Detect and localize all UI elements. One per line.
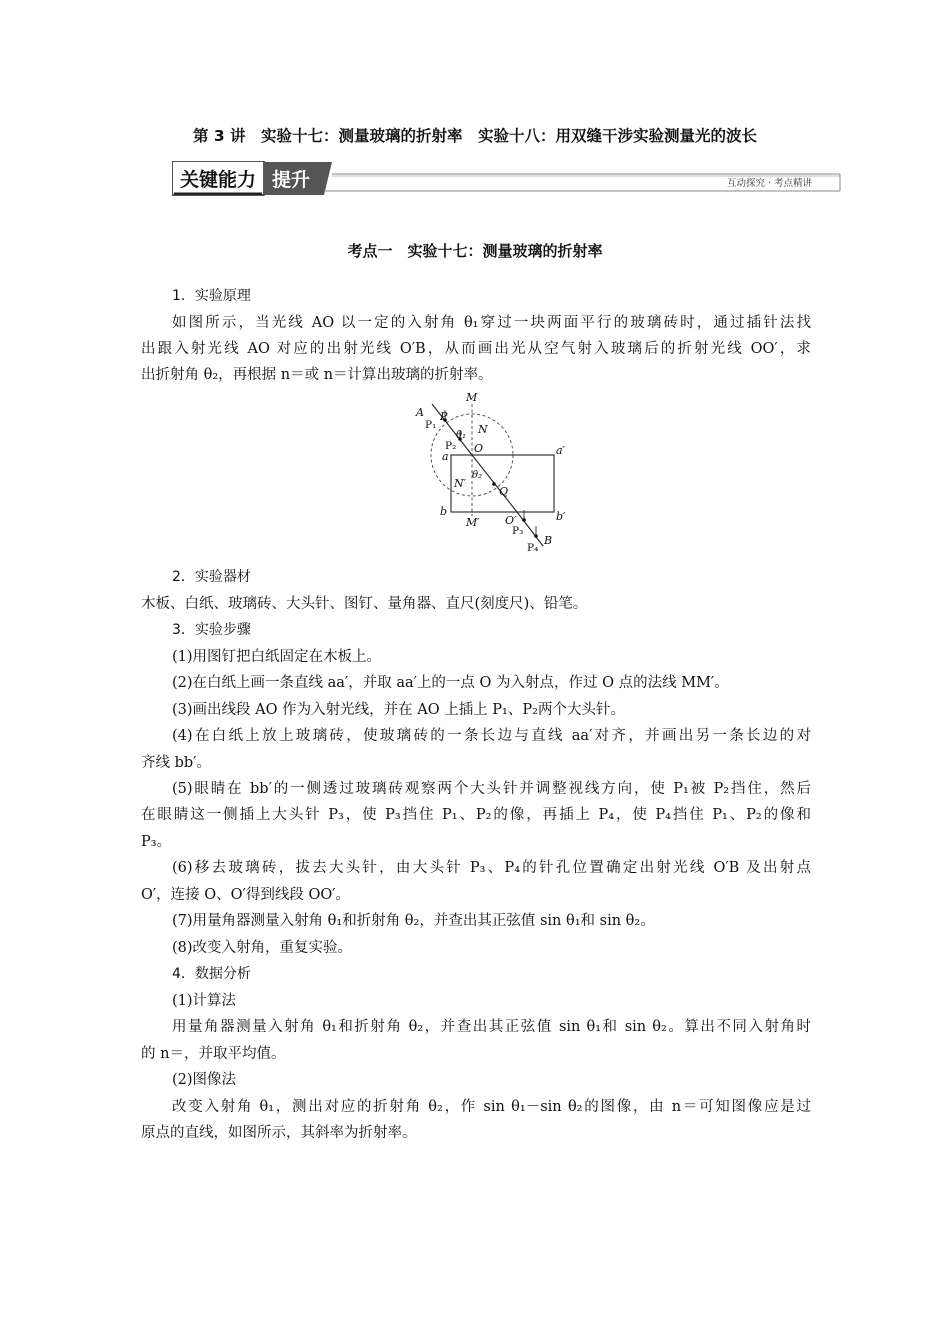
label-M-prime: M′ xyxy=(466,516,480,529)
label-theta2: θ₂ xyxy=(472,470,483,481)
heading-steps: 3．实验步骤 xyxy=(172,622,251,638)
label-P1: P₁ xyxy=(425,419,437,431)
calc-line-2: 的 n＝，并取平均值。 xyxy=(141,1046,286,1062)
label-b-prime: b′ xyxy=(556,510,566,523)
label-P3: P₃ xyxy=(512,525,524,537)
label-P: P xyxy=(440,410,448,423)
heading-data-analysis: 4．数据分析 xyxy=(172,966,251,982)
step-5-line-3: P₃。 xyxy=(141,834,172,850)
banner-badge-text: 提升 xyxy=(272,169,311,191)
section-banner xyxy=(172,161,842,197)
step-5-line-1: (5)眼睛在 bb′的一侧透过玻璃砖观察两个大头针并调整视线方向，使 P₁被 P₂挡住，然后 xyxy=(172,781,811,797)
label-O: O xyxy=(474,442,484,455)
heading-equipment: 2．实验器材 xyxy=(172,569,251,585)
label-a: a xyxy=(442,450,449,463)
graph-line-1: 改变入射角 θ₁，测出对应的折射角 θ₂，作 sin θ₁－sin θ₂的图像，由 n＝可知图像应是过 xyxy=(172,1099,811,1115)
label-M: M xyxy=(466,391,478,404)
label-b: b xyxy=(440,505,448,518)
refraction-diagram xyxy=(410,386,580,561)
label-N-prime: N′ xyxy=(454,477,467,490)
label-P2: P₂ xyxy=(445,440,457,452)
label-N: N xyxy=(478,423,488,436)
label-O-prime: O′ xyxy=(505,514,517,527)
principle-line-2: 出跟入射光线 AO 对应的出射光线 O′B，从而画出光从空气射入玻璃后的折射光线 OO′，求 xyxy=(141,341,811,357)
banner-left-text: 关键能力 xyxy=(180,169,257,191)
step-4-line-2: 齐线 bb′。 xyxy=(141,755,211,771)
sub-graph: (2)图像法 xyxy=(172,1072,237,1088)
label-P4: P₄ xyxy=(527,542,539,554)
equipment-list: 木板、白纸、玻璃砖、大头针、图钉、量角器、直尺(刻度尺)、铅笔。 xyxy=(141,596,588,612)
glass-block xyxy=(451,455,554,512)
page-title: 第 3 讲 实验十七：测量玻璃的折射率 实验十八：用双缝干涉实验测量光的波长 xyxy=(192,127,758,145)
label-B: B xyxy=(544,534,553,547)
label-A: A xyxy=(416,406,424,419)
calc-line-1: 用量角器测量入射角 θ₁和折射角 θ₂，并查出其正弦值 sin θ₁和 sin θ₂。算出不同入射角时 xyxy=(172,1019,811,1035)
step-6-line-1: (6)移去玻璃砖，拔去大头针，由大头针 P₃、P₄的针孔位置确定出射光线 O′B 及出射点 xyxy=(172,860,811,876)
step-7: (7)用量角器测量入射角 θ₁和折射角 θ₂，并查出其正弦值 sin θ₁和 sin θ₂。 xyxy=(172,913,655,929)
step-5-line-2: 在眼睛这一侧插上大头针 P₃，使 P₃挡住 P₁、P₂的像，再插上 P₄，使 P₄挡住 P₁、P₂的像和 xyxy=(141,807,811,823)
step-1: (1)用图钉把白纸固定在木板上。 xyxy=(172,649,382,665)
label-a-prime: a′ xyxy=(556,444,566,457)
step-8: (8)改变入射角，重复实验。 xyxy=(172,940,353,956)
step-3: (3)画出线段 AO 作为入射光线，并在 AO 上插上 P₁、P₂两个大头针。 xyxy=(172,702,625,718)
label-Q: Q xyxy=(499,485,509,498)
label-theta1: θ₁ xyxy=(456,430,467,441)
graph-line-2: 原点的直线，如图所示，其斜率为折射率。 xyxy=(141,1125,417,1141)
heading-principle: 1．实验原理 xyxy=(172,288,251,304)
banner-right-text: 互动探究 · 考点精讲 xyxy=(727,178,813,189)
step-2: (2)在白纸上画一条直线 aa′，并取 aa′上的一点 O 为入射点，作过 O 点的法线 MM′。 xyxy=(172,675,729,691)
section-title: 考点一 实验十七：测量玻璃的折射率 xyxy=(347,242,603,260)
principle-line-3: 出折射角 θ₂，再根据 n＝或 n＝计算出玻璃的折射率。 xyxy=(141,367,493,383)
sub-calculation: (1)计算法 xyxy=(172,993,237,1009)
principle-line-1: 如图所示，当光线 AO 以一定的入射角 θ₁穿过一块两面平行的玻璃砖时，通过插针法找 xyxy=(172,315,811,331)
step-6-line-2: O′，连接 O、O′得到线段 OO′。 xyxy=(141,887,351,903)
step-4-line-1: (4)在白纸上放上玻璃砖，使玻璃砖的一条长边与直线 aa′对齐，并画出另一条长边的对 xyxy=(172,728,811,744)
point-q xyxy=(492,482,496,486)
